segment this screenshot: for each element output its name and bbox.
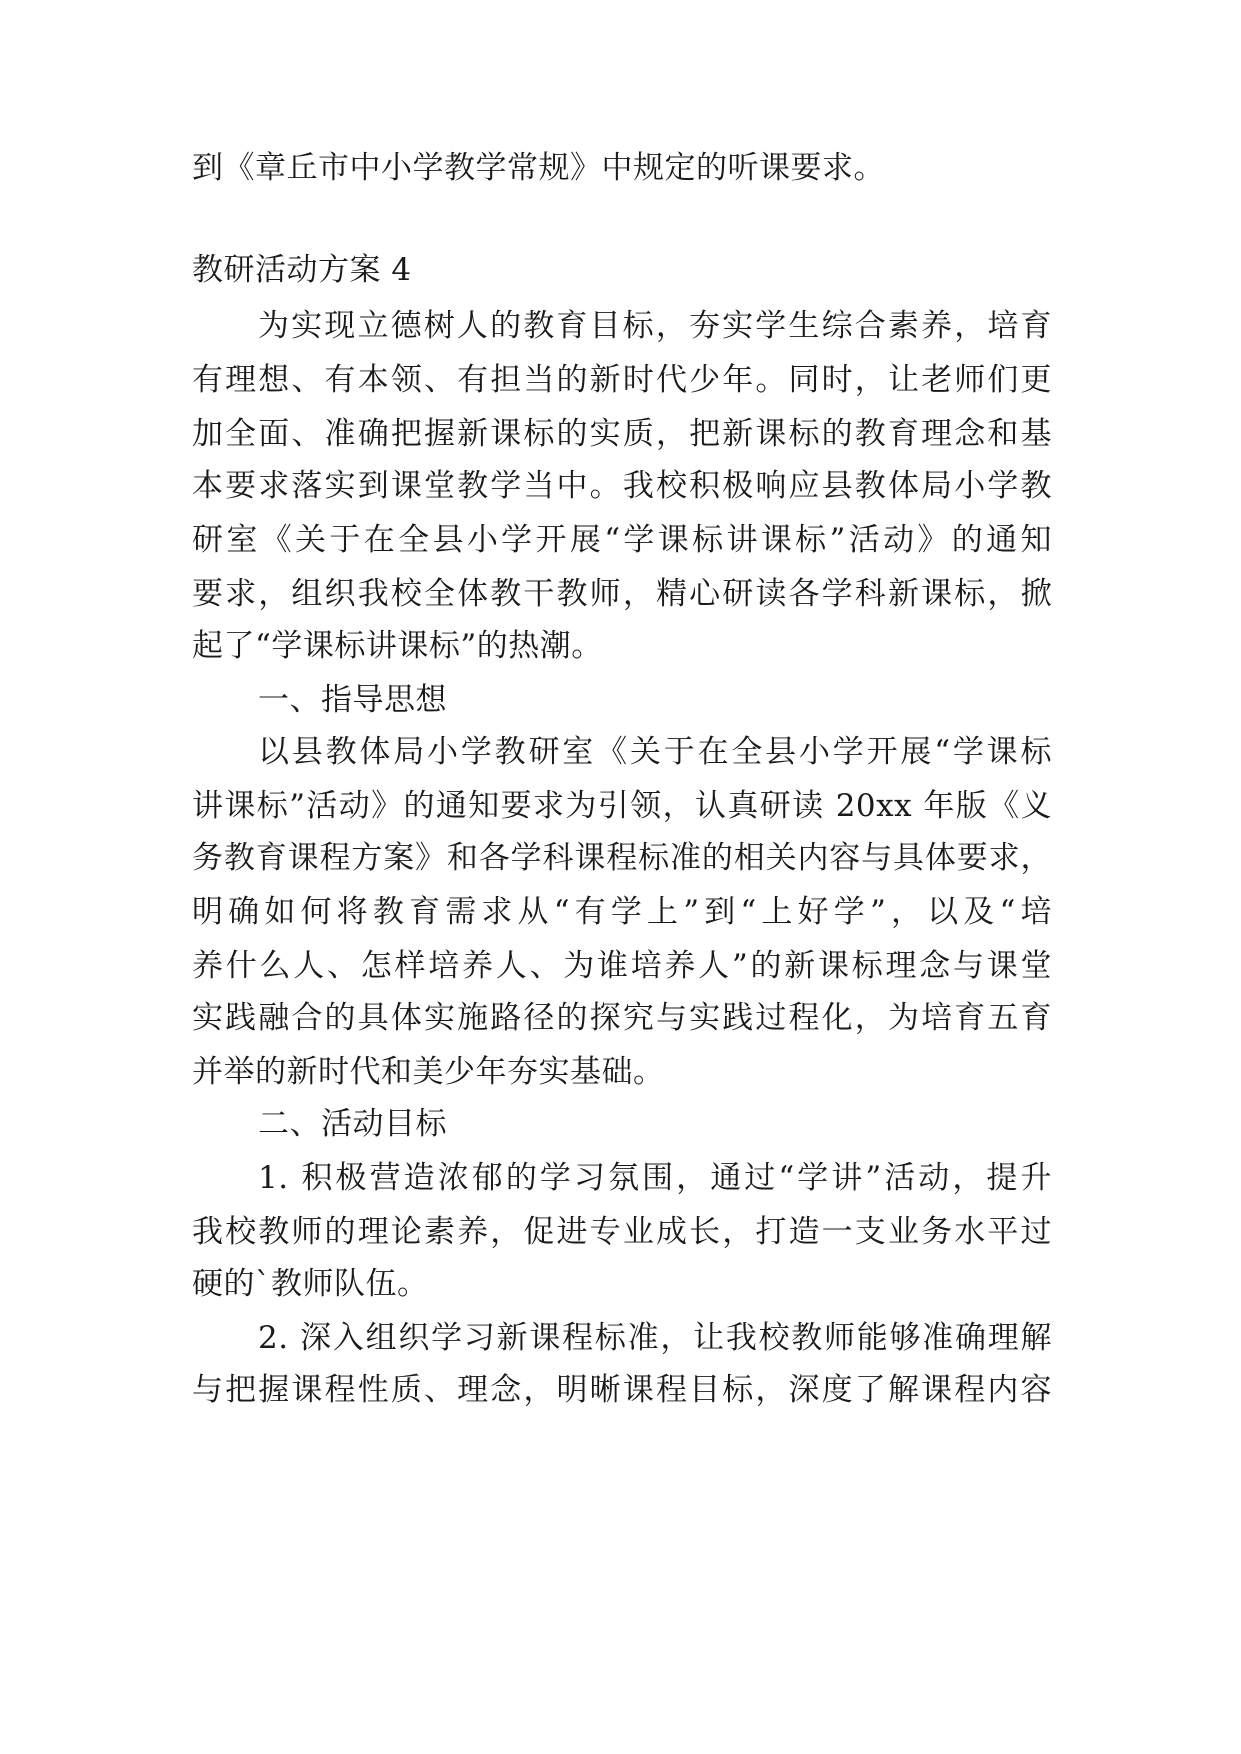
text-line: 我校教师的理论素养，促进专业成长，打造一支业务水平过: [192, 1214, 1052, 1250]
text-line: 加全面、准确把握新课标的实质，把新课标的教育理念和基: [192, 416, 1052, 452]
section-title: 教研活动方案 4: [192, 252, 412, 288]
section-heading: 二、活动目标: [258, 1106, 447, 1142]
text-line: 研室《关于在全县小学开展“学课标讲课标”活动》的通知: [192, 522, 1052, 558]
text-line: 起了“学课标讲课标”的热潮。: [192, 628, 603, 664]
text-line: 为实现立德树人的教育目标，夯实学生综合素养，培育: [258, 308, 1052, 344]
text-line: 务教育课程方案》和各学科课程标准的相关内容与具体要求，: [192, 840, 1052, 876]
text-line: 明确如何将教育需求从“有学上”到“上好学”，以及“培: [192, 894, 1052, 930]
text-line: 1. 积极营造浓郁的学习氛围，通过“学讲”活动，提升: [258, 1160, 1052, 1196]
text-line: 要求，组织我校全体教干教师，精心研读各学科新课标，掀: [192, 576, 1052, 612]
text-line: 讲课标”活动》的通知要求为引领，认真研读 20xx 年版《义: [192, 788, 1052, 824]
section-heading: 一、指导思想: [258, 682, 447, 718]
text-line: 本要求落实到课堂教学当中。我校积极响应县教体局小学教: [192, 468, 1052, 504]
text-line: 并举的新时代和美少年夯实基础。: [192, 1054, 665, 1090]
text-line: 到《章丘市中小学教学常规》中规定的听课要求。: [192, 150, 885, 186]
text-line: 有理想、有本领、有担当的新时代少年。同时，让老师们更: [192, 362, 1052, 398]
text-line: 养什么人、怎样培养人、为谁培养人”的新课标理念与课堂: [192, 948, 1052, 984]
text-line: 2. 深入组织学习新课程标准，让我校教师能够准确理解: [258, 1320, 1052, 1356]
text-line: 与把握课程性质、理念，明晰课程目标，深度了解课程内容: [192, 1372, 1052, 1408]
text-line: 以县教体局小学教研室《关于在全县小学开展“学课标: [258, 734, 1052, 770]
text-line: 硬的`教师队伍。: [192, 1266, 429, 1302]
text-line: 实践融合的具体实施路径的探究与实践过程化，为培育五育: [192, 1000, 1052, 1036]
